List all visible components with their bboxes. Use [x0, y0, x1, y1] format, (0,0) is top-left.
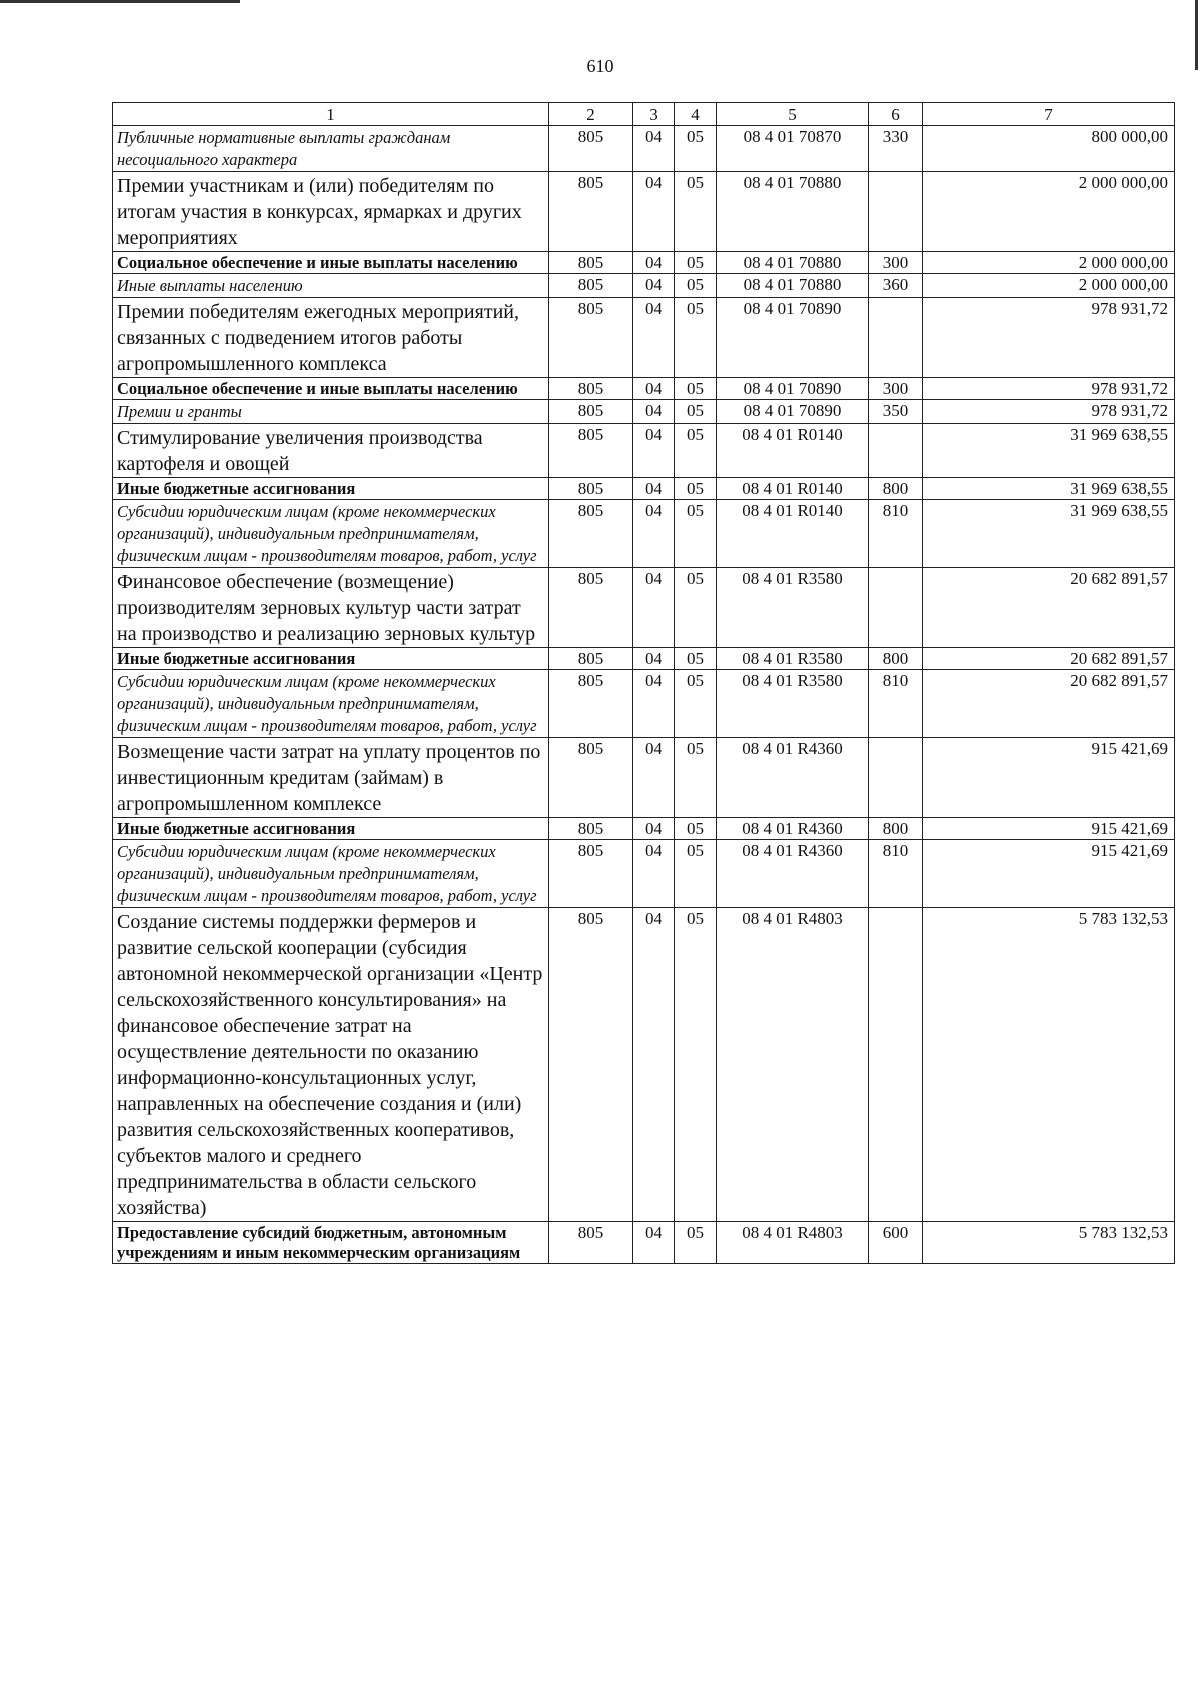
- header-col-7: 7: [923, 103, 1175, 126]
- amount-cell: 915 421,69: [923, 818, 1175, 840]
- target-article-code-cell: 08 4 01 R4803: [717, 1222, 869, 1264]
- table-row: [113, 478, 1175, 500]
- subsection-code-cell: 05: [675, 908, 717, 1222]
- amount-cell: 978 931,72: [923, 378, 1175, 400]
- amount-cell: 800 000,00: [923, 126, 1175, 172]
- expense-type-code-cell: 300: [869, 252, 923, 274]
- expense-type-code-cell: 300: [869, 378, 923, 400]
- amount-cell: 20 682 891,57: [923, 648, 1175, 670]
- ministry-code-cell: 805: [549, 252, 633, 274]
- section-code-cell: 04: [633, 126, 675, 172]
- ministry-code-cell: 805: [549, 738, 633, 818]
- expense-type-code-cell: 330: [869, 126, 923, 172]
- amount-cell: 915 421,69: [923, 738, 1175, 818]
- subsection-code-cell: 05: [675, 818, 717, 840]
- expense-type-code-cell: 810: [869, 840, 923, 908]
- ministry-code-cell: 805: [549, 500, 633, 568]
- subsection-code-cell: 05: [675, 1222, 717, 1264]
- table-row: [113, 298, 1175, 378]
- subsection-code-cell: 05: [675, 424, 717, 478]
- ministry-code-cell: 805: [549, 1222, 633, 1264]
- section-code-cell: 04: [633, 670, 675, 738]
- expense-type-code-cell: 800: [869, 648, 923, 670]
- ministry-code-cell: 805: [549, 298, 633, 378]
- ministry-code-cell: 805: [549, 670, 633, 738]
- expense-name-cell: Субсидии юридическим лицам (кроме некоммерческих организаций), индивидуальным предпринимателям, физическим лицам - производителям товаров, работ, услуг: [113, 840, 549, 908]
- ministry-code-cell: 805: [549, 648, 633, 670]
- subsection-code-cell: 05: [675, 500, 717, 568]
- table-row: [113, 274, 1175, 298]
- target-article-code-cell: 08 4 01 R0140: [717, 478, 869, 500]
- amount-cell: 31 969 638,55: [923, 424, 1175, 478]
- expense-name-cell: Социальное обеспечение и иные выплаты населению: [113, 378, 549, 400]
- target-article-code-cell: 08 4 01 R3580: [717, 648, 869, 670]
- target-article-code-cell: 08 4 01 R3580: [717, 670, 869, 738]
- target-article-code-cell: 08 4 01 R0140: [717, 424, 869, 478]
- amount-cell: 915 421,69: [923, 840, 1175, 908]
- expense-name-cell: Иные бюджетные ассигнования: [113, 478, 549, 500]
- amount-cell: 978 931,72: [923, 298, 1175, 378]
- expense-name-cell: Иные бюджетные ассигнования: [113, 648, 549, 670]
- expense-name-cell: Иные выплаты населению: [113, 274, 549, 298]
- subsection-code-cell: 05: [675, 274, 717, 298]
- table-row: [113, 172, 1175, 252]
- ministry-code-cell: 805: [549, 400, 633, 424]
- ministry-code-cell: 805: [549, 126, 633, 172]
- target-article-code-cell: 08 4 01 70880: [717, 172, 869, 252]
- ministry-code-cell: 805: [549, 908, 633, 1222]
- section-code-cell: 04: [633, 738, 675, 818]
- table-row: [113, 252, 1175, 274]
- amount-cell: 2 000 000,00: [923, 274, 1175, 298]
- expense-type-code-cell: 800: [869, 818, 923, 840]
- expense-type-code-cell: [869, 172, 923, 252]
- amount-cell: 2 000 000,00: [923, 172, 1175, 252]
- table-row: [113, 1222, 1175, 1264]
- section-code-cell: 04: [633, 818, 675, 840]
- subsection-code-cell: 05: [675, 298, 717, 378]
- amount-cell: 978 931,72: [923, 400, 1175, 424]
- expense-name-cell: Иные бюджетные ассигнования: [113, 818, 549, 840]
- ministry-code-cell: 805: [549, 274, 633, 298]
- header-col-5: 5: [717, 103, 869, 126]
- target-article-code-cell: 08 4 01 70890: [717, 400, 869, 424]
- expense-name-cell: Предоставление субсидий бюджетным, автономным учреждениям и иным некоммерческим организациям: [113, 1222, 549, 1264]
- target-article-code-cell: 08 4 01 70870: [717, 126, 869, 172]
- table-row: [113, 500, 1175, 568]
- budget-table: [112, 102, 1175, 1264]
- expense-name-cell: Субсидии юридическим лицам (кроме некоммерческих организаций), индивидуальным предпринимателям, физическим лицам - производителям товаров, работ, услуг: [113, 500, 549, 568]
- table-row: [113, 400, 1175, 424]
- ministry-code-cell: 805: [549, 818, 633, 840]
- expense-type-code-cell: 810: [869, 500, 923, 568]
- amount-cell: 5 783 132,53: [923, 908, 1175, 1222]
- ministry-code-cell: 805: [549, 424, 633, 478]
- subsection-code-cell: 05: [675, 478, 717, 500]
- expense-name-cell: Субсидии юридическим лицам (кроме некоммерческих организаций), индивидуальным предпринимателям, физическим лицам - производителям товаров, работ, услуг: [113, 670, 549, 738]
- ministry-code-cell: 805: [549, 478, 633, 500]
- table-row: [113, 378, 1175, 400]
- expense-name-cell: Возмещение части затрат на уплату процентов по инвестиционным кредитам (займам) в агропромышленном комплексе: [113, 738, 549, 818]
- table-row: [113, 908, 1175, 1222]
- header-col-6: 6: [869, 103, 923, 126]
- subsection-code-cell: 05: [675, 400, 717, 424]
- table-row: [113, 568, 1175, 648]
- expense-name-cell: Финансовое обеспечение (возмещение) производителям зерновых культур части затрат на производство и реализацию зерновых культур: [113, 568, 549, 648]
- table-row: [113, 648, 1175, 670]
- expense-name-cell: Социальное обеспечение и иные выплаты населению: [113, 252, 549, 274]
- section-code-cell: 04: [633, 908, 675, 1222]
- expense-type-code-cell: 350: [869, 400, 923, 424]
- section-code-cell: 04: [633, 424, 675, 478]
- section-code-cell: 04: [633, 500, 675, 568]
- expense-name-cell: Премии и гранты: [113, 400, 549, 424]
- subsection-code-cell: 05: [675, 670, 717, 738]
- expense-name-cell: Премии победителям ежегодных мероприятий, связанных с подведением итогов работы агропромышленного комплекса: [113, 298, 549, 378]
- target-article-code-cell: 08 4 01 R3580: [717, 568, 869, 648]
- section-code-cell: 04: [633, 378, 675, 400]
- subsection-code-cell: 05: [675, 126, 717, 172]
- table-row: [113, 840, 1175, 908]
- scan-edge-top: [0, 0, 240, 3]
- subsection-code-cell: 05: [675, 738, 717, 818]
- section-code-cell: 04: [633, 400, 675, 424]
- ministry-code-cell: 805: [549, 568, 633, 648]
- header-col-1: 1: [113, 103, 549, 126]
- table-row: [113, 670, 1175, 738]
- expense-type-code-cell: [869, 738, 923, 818]
- header-row: [113, 103, 1175, 126]
- target-article-code-cell: 08 4 01 R0140: [717, 500, 869, 568]
- expense-type-code-cell: 600: [869, 1222, 923, 1264]
- target-article-code-cell: 08 4 01 R4360: [717, 738, 869, 818]
- section-code-cell: 04: [633, 840, 675, 908]
- expense-type-code-cell: [869, 298, 923, 378]
- section-code-cell: 04: [633, 1222, 675, 1264]
- target-article-code-cell: 08 4 01 70880: [717, 252, 869, 274]
- expense-type-code-cell: [869, 424, 923, 478]
- amount-cell: 5 783 132,53: [923, 1222, 1175, 1264]
- section-code-cell: 04: [633, 252, 675, 274]
- expense-type-code-cell: 810: [869, 670, 923, 738]
- amount-cell: 31 969 638,55: [923, 478, 1175, 500]
- table-body: [113, 126, 1175, 1264]
- target-article-code-cell: 08 4 01 R4360: [717, 840, 869, 908]
- table-row: [113, 818, 1175, 840]
- section-code-cell: 04: [633, 648, 675, 670]
- expense-type-code-cell: [869, 908, 923, 1222]
- header-col-4: 4: [675, 103, 717, 126]
- amount-cell: 20 682 891,57: [923, 568, 1175, 648]
- header-col-3: 3: [633, 103, 675, 126]
- subsection-code-cell: 05: [675, 378, 717, 400]
- amount-cell: 31 969 638,55: [923, 500, 1175, 568]
- target-article-code-cell: 08 4 01 70880: [717, 274, 869, 298]
- table-row: [113, 126, 1175, 172]
- ministry-code-cell: 805: [549, 840, 633, 908]
- subsection-code-cell: 05: [675, 648, 717, 670]
- table-row: [113, 738, 1175, 818]
- subsection-code-cell: 05: [675, 840, 717, 908]
- ministry-code-cell: 805: [549, 378, 633, 400]
- target-article-code-cell: 08 4 01 R4803: [717, 908, 869, 1222]
- amount-cell: 20 682 891,57: [923, 670, 1175, 738]
- subsection-code-cell: 05: [675, 568, 717, 648]
- section-code-cell: 04: [633, 172, 675, 252]
- page-number: 610: [586, 56, 614, 76]
- expense-type-code-cell: [869, 568, 923, 648]
- header-col-2: 2: [549, 103, 633, 126]
- target-article-code-cell: 08 4 01 70890: [717, 298, 869, 378]
- subsection-code-cell: 05: [675, 172, 717, 252]
- section-code-cell: 04: [633, 274, 675, 298]
- expense-name-cell: Премии участникам и (или) победителям по итогам участия в конкурсах, ярмарках и других мероприятиях: [113, 172, 549, 252]
- subsection-code-cell: 05: [675, 252, 717, 274]
- expense-name-cell: Стимулирование увеличения производства картофеля и овощей: [113, 424, 549, 478]
- section-code-cell: 04: [633, 568, 675, 648]
- section-code-cell: 04: [633, 298, 675, 378]
- target-article-code-cell: 08 4 01 R4360: [717, 818, 869, 840]
- expense-name-cell: Публичные нормативные выплаты гражданам несоциального характера: [113, 126, 549, 172]
- expense-type-code-cell: 800: [869, 478, 923, 500]
- ministry-code-cell: 805: [549, 172, 633, 252]
- expense-type-code-cell: 360: [869, 274, 923, 298]
- amount-cell: 2 000 000,00: [923, 252, 1175, 274]
- target-article-code-cell: 08 4 01 70890: [717, 378, 869, 400]
- expense-name-cell: Создание системы поддержки фермеров и развитие сельской кооперации (субсидия автономной некоммерческой организации «Центр сельскохозяйственного консультирования» на финансовое обеспечение затрат на осуществление деятельности по оказанию информационно-консультационных услуг, направленных на обеспечение создания и (или) развития сельскохозяйственных кооперативов, субъектов малого и среднего предпринимательства в области сельского хозяйства): [113, 908, 549, 1222]
- section-code-cell: 04: [633, 478, 675, 500]
- table-row: [113, 424, 1175, 478]
